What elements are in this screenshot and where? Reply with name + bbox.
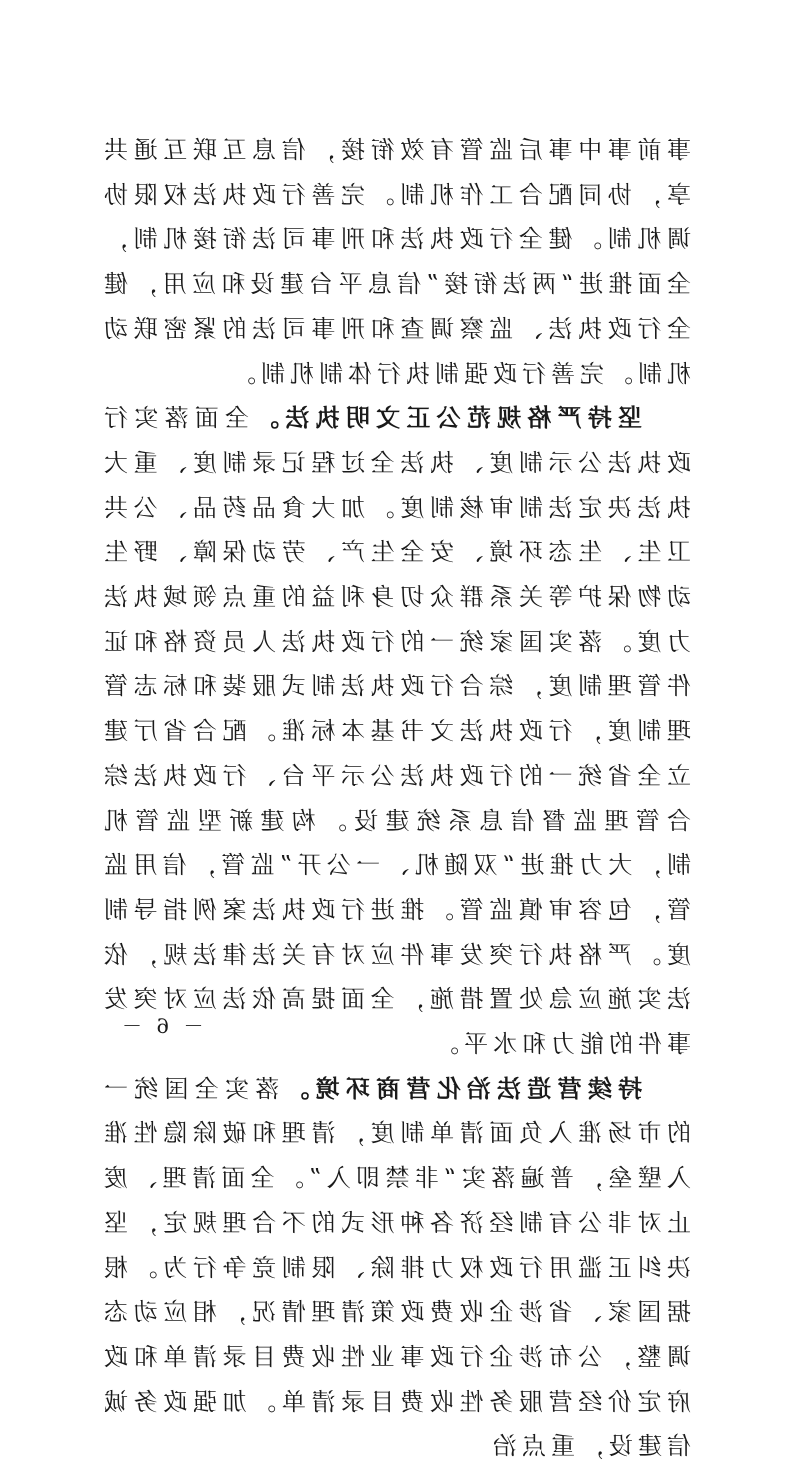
paragraph-3-text: 落实全国统一的市场准入负面清单制度，清理和破除隐性准入壁垒，普遍落实“非禁即入”。全面清理、废止对非公有制经济各种形式的不合理规定，坚决纠正滥用行政权力排除、限制竞争行为。根据国家、省涉企收费政策清理情况，相应动态调整，公布涉企行政事业性收费目录清单和政府定价经营服务性收费目录清单。加强政务诚信建设，重点治 xyxy=(98,1074,691,1461)
body-text xyxy=(99,128,691,1469)
paragraph-1-text: 事前事中事后监管有效衔接，信息互联互通共享，协同配合工作机制。完善行政执法权限协调机制。健全行政执法和刑事司法衔接机制，全面推进“两法衔接”信息平台建设和应用，健全行政执法、监察调查和刑事司法的紧密联动机制。完善行政强制执行体制机制。 xyxy=(99,136,691,388)
paragraph-2-text: 全面落实行政执法公示制度、执法全过程记录制度、重大执法决定法制审核制度。加大食品药品、公共卫生、生态环境、安全生产、劳动保障、野生动物保护等关系群众切身利益的重点领域执法力度。落实国家统一的行政执法人员资格和证件管理制度，综合行政执法制式服装和标志管理制度，行政执法文书基本标准。配合省厅建立全省统一的行政执法公示平台、行政执法综合管理监督信息系统建设。构建新型监管机制，大力推进“双随机、一公开”监管，信用监管，包容审慎监管。推进行政执法案例指导制度。严格执行突发事件应对有关法律法规，依法实施应急处置措施，全面提高依法应对突发事件的能力和水平。 xyxy=(98,404,691,1059)
paragraph-2-heading: 坚持严格规范公正文明执法。 xyxy=(248,403,642,433)
paragraph-1 xyxy=(99,128,691,396)
page-number: － 6 － xyxy=(118,1014,204,1038)
paragraph-2 xyxy=(99,396,691,1067)
paragraph-3-heading: 持续营造法治化营商环境。 xyxy=(279,1073,642,1103)
paragraph-3 xyxy=(99,1067,691,1469)
